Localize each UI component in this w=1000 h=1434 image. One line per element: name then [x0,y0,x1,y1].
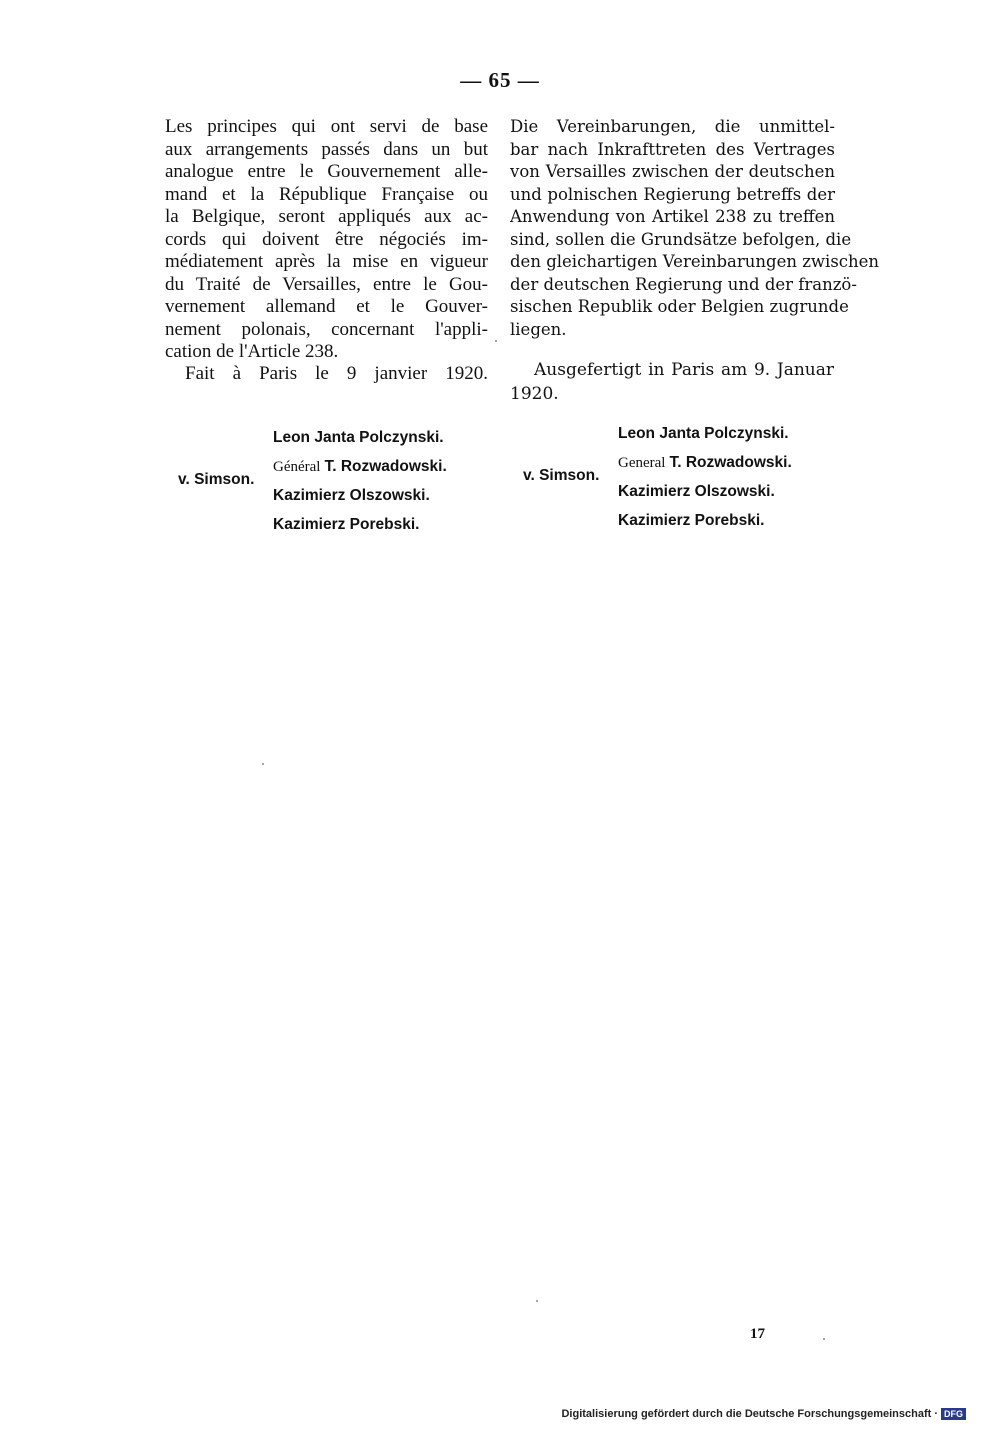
text-line: und polnischen Regierung betreffs der [510,184,835,204]
french-dated: Fait à Paris le 9 janvier 1920. [185,363,488,384]
text-line: du Traité de Versailles, entre le Gou- [165,273,488,295]
credit-text: Digitalisierung gefördert durch die Deutsche Forschungsgemeinschaft · [561,1408,938,1420]
text-line: mand et la République Française ou [165,183,488,205]
text-line: médiatement après la mise en vigueur [165,251,488,272]
german-dated-year: 1920. [510,384,559,404]
page-number: — 65 — [460,68,540,92]
text-line: sischen Republik oder Belgien zugrunde [510,297,849,316]
french-signatory-left: v. Simson. [178,471,255,488]
signatory-name: Kazimierz Olszowski. [618,483,775,500]
text-line: cords qui doivent être négociés im- [165,228,488,250]
german-paragraph [510,116,880,341]
text-line: analogue entre le Gouvernement alle- [165,161,488,182]
signatory-name [273,452,447,481]
text-line: den gleichartigen Vereinbarungen zwischen [510,252,880,271]
text-line: Les principes qui ont servi de base [165,116,488,137]
text-line: der deutschen Regierung und der franzö- [510,274,857,294]
german-signatory-left: v. Simson. [523,467,600,484]
text-line: nement polonais, concernant l'appli- [165,318,488,340]
signatory-name: Kazimierz Porebski. [618,512,765,529]
signatory-name-text: T. Rozwadowski. [669,454,792,471]
text-line: liegen. [510,319,567,339]
signatory-name [618,448,792,477]
scan-speck [823,1338,825,1340]
german-dated [510,358,834,406]
signatory-name: Kazimierz Olszowski. [273,487,430,504]
dfg-logo: DFG [941,1408,966,1420]
french-column [165,116,488,364]
german-signatures [618,419,792,535]
text-line: vernement allemand et le Gouver- [165,296,488,317]
sheet-number: 17 [750,1326,765,1342]
signatory-title: General [618,455,666,471]
french-signatures [273,423,447,539]
text-line: aux arrangements passés dans un but [165,138,488,160]
text-line: sind, sollen die Grundsätze befolgen, die [510,229,852,249]
digitization-credit [561,1408,966,1420]
text-line: la Belgique, seront appliqués aux ac- [165,206,488,227]
french-paragraph [165,116,488,364]
signatory-title: Général [273,459,321,475]
scan-speck [262,763,264,765]
signatory-name: Kazimierz Porebski. [273,516,420,533]
signatory-name: Leon Janta Polczynski. [618,425,789,442]
text-line: Die Vereinbarungen, die unmittel- [510,117,835,136]
text-line: Anwendung von Artikel 238 zu treffen [510,207,835,226]
german-dated-line: Ausgefertigt in Paris am 9. Januar [534,360,834,380]
signatory-name-text: T. Rozwadowski. [324,458,447,475]
signatory-name: Leon Janta Polczynski. [273,429,444,446]
scan-speck [536,1300,538,1302]
text-line: bar nach Inkrafttreten des Vertrages [510,139,835,159]
text-line: cation de l'Article 238. [165,341,339,362]
text-line: von Versailles zwischen der deutschen [510,162,835,181]
scan-speck [495,340,497,342]
german-column [510,116,880,341]
